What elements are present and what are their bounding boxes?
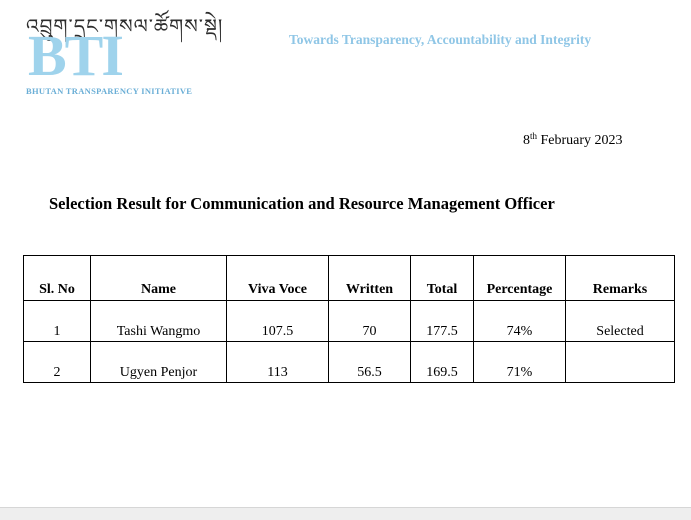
header-sl-no: Sl. No	[24, 256, 91, 301]
page-bottom-bar	[0, 507, 691, 520]
page-title: Selection Result for Communication and Resource Management Officer	[49, 194, 555, 213]
date-rest: February 2023	[537, 133, 623, 148]
document-date	[523, 133, 623, 149]
logo-subtitle: BHUTAN TRANSPARENCY INITIATIVE	[26, 86, 193, 96]
header-viva-voce: Viva Voce	[227, 256, 329, 301]
results-table	[23, 255, 675, 383]
date-day: 8	[523, 133, 530, 148]
header-total: Total	[411, 256, 474, 301]
bti-logo	[22, 4, 222, 100]
table-row	[24, 342, 675, 383]
cell-total: 177.5	[411, 301, 474, 342]
cell-viva-voce: 107.5	[227, 301, 329, 342]
table-header-row	[24, 256, 675, 301]
cell-written: 56.5	[329, 342, 411, 383]
header-percentage: Percentage	[474, 256, 566, 301]
cell-sl-no: 1	[24, 301, 91, 342]
cell-written: 70	[329, 301, 411, 342]
cell-remarks: Selected	[566, 301, 675, 342]
cell-percentage: 74%	[474, 301, 566, 342]
header-remarks: Remarks	[566, 256, 675, 301]
logo-mark: BTI	[28, 23, 122, 88]
logo-dzongkha-text: འབྲུག་དྲང་གསལ་ཚོགས་སྡེ།	[26, 14, 224, 38]
date-suffix: th	[530, 131, 538, 141]
tagline: Towards Transparency, Accountability and Integrity	[289, 32, 592, 47]
header-written: Written	[329, 256, 411, 301]
cell-remarks	[566, 342, 675, 383]
table-row	[24, 301, 675, 342]
cell-viva-voce: 113	[227, 342, 329, 383]
cell-name: Tashi Wangmo	[91, 301, 227, 342]
cell-total: 169.5	[411, 342, 474, 383]
cell-percentage: 71%	[474, 342, 566, 383]
cell-sl-no: 2	[24, 342, 91, 383]
header-name: Name	[91, 256, 227, 301]
cell-name: Ugyen Penjor	[91, 342, 227, 383]
